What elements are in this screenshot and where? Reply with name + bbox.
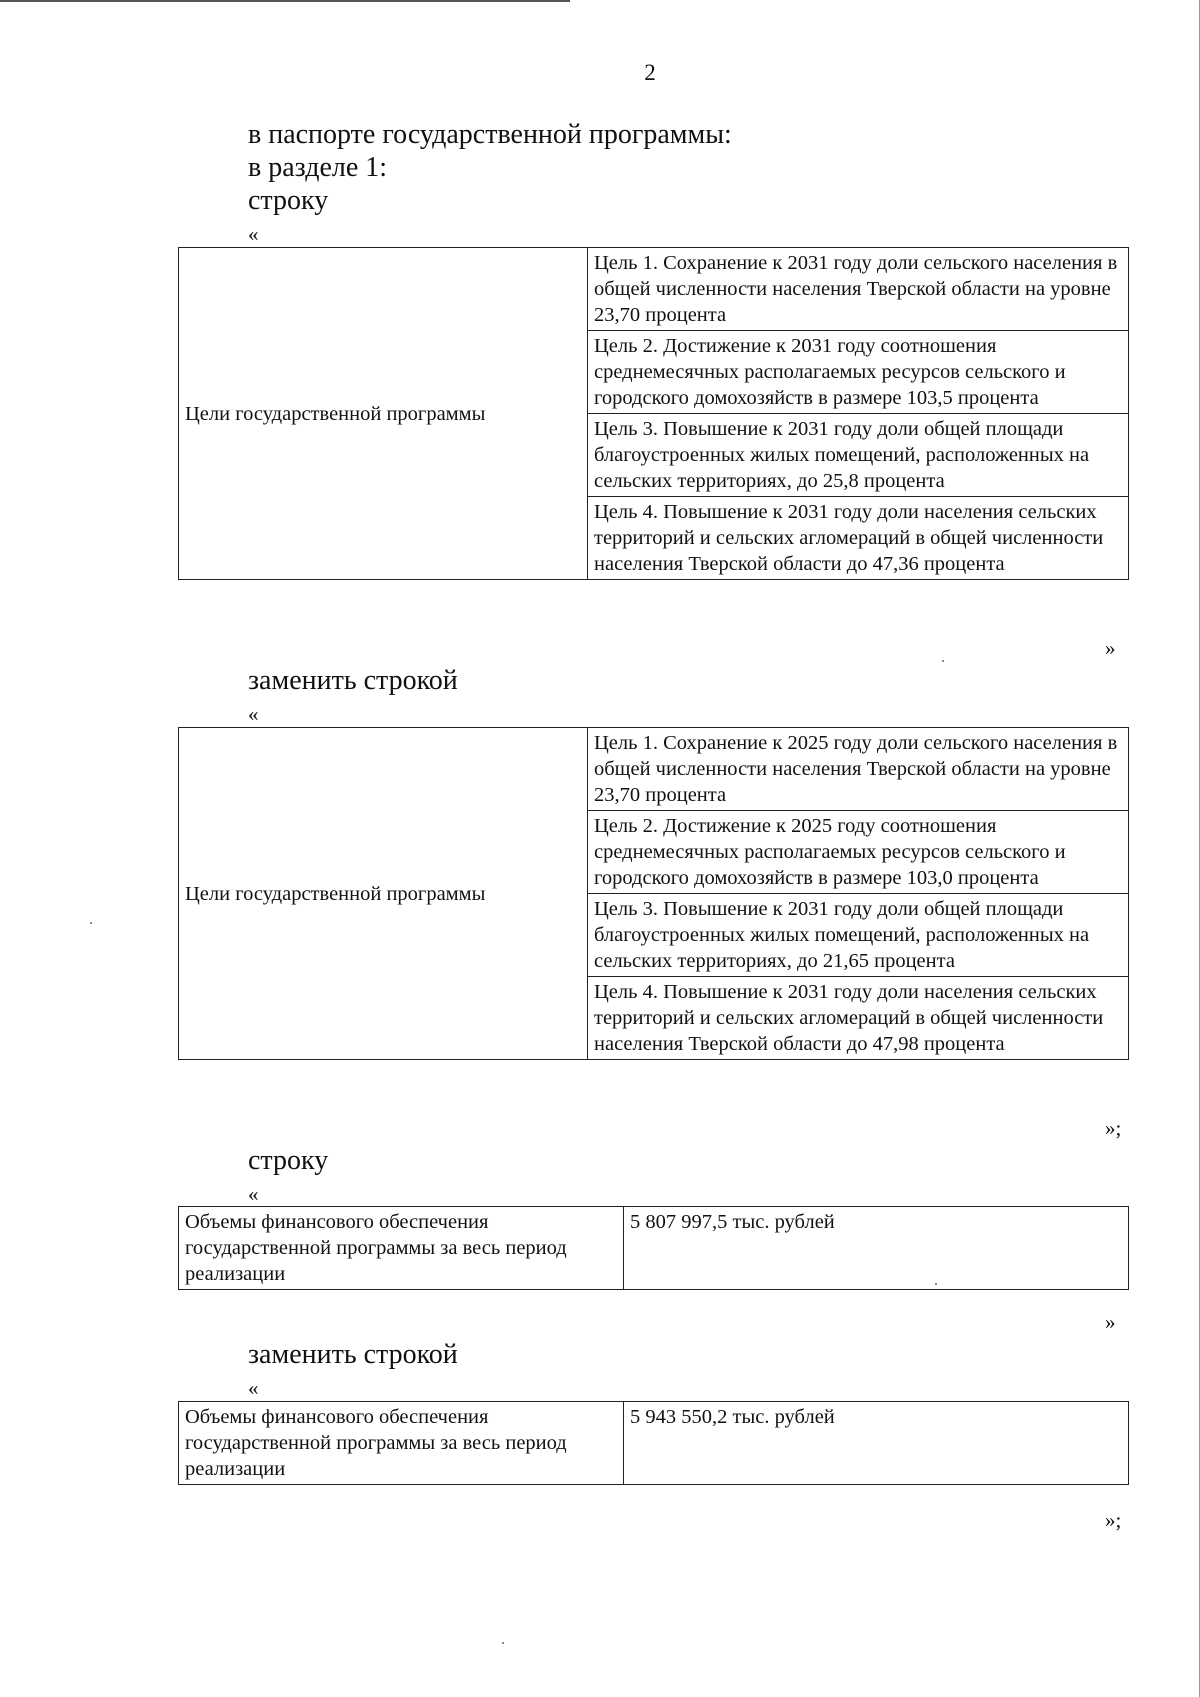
page-number: 2 [644, 60, 656, 85]
goals-label: Цели государственной программы [179, 248, 588, 580]
replace-label-2: заменить строкой [248, 1339, 458, 1370]
intro-line-1: в паспорте государственной программы: [248, 119, 732, 150]
scan-edge-top [0, 0, 570, 2]
close-quote: » [1105, 1310, 1116, 1334]
open-quote: « [248, 702, 259, 726]
finance-table-new [178, 1401, 1129, 1485]
table-row [179, 248, 1129, 331]
goal-2: Цель 2. Достижение к 2025 году соотношения среднемесячных располагаемых ресурсов сельского и городского домохозяйств в размере 103,0 процента [588, 811, 1129, 894]
open-quote: « [248, 222, 259, 246]
finance-label: Объемы финансового обеспечения государственной программы за весь период реализации [179, 1402, 624, 1485]
close-quote-semicolon: »; [1105, 1508, 1122, 1532]
finance-table-old [178, 1206, 1129, 1290]
table-row [179, 1402, 1129, 1485]
goal-3: Цель 3. Повышение к 2031 году доли общей площади благоустроенных жилых помещений, расположенных на сельских территориях, до 21,65 процента [588, 894, 1129, 977]
table-row [179, 1207, 1129, 1290]
intro-line-3: строку [248, 185, 329, 216]
goal-1: Цель 1. Сохранение к 2025 году доли сельского населения в общей численности населения Тверской области на уровне 23,70 процента [588, 728, 1129, 811]
table-row [179, 728, 1129, 811]
row-label: строку [248, 1145, 329, 1176]
goal-2: Цель 2. Достижение к 2031 году соотношения среднемесячных располагаемых ресурсов сельского и городского домохозяйств в размере 103,5 процента [588, 331, 1129, 414]
open-quote: « [248, 1182, 259, 1206]
scan-speck [502, 1642, 504, 1644]
replace-label-1: заменить строкой [248, 665, 458, 696]
scan-speck [90, 922, 92, 924]
scan-speck [942, 660, 944, 662]
finance-value: 5 807 997,5 тыс. рублей [624, 1207, 1129, 1290]
finance-label: Объемы финансового обеспечения государственной программы за весь период реализации [179, 1207, 624, 1290]
close-quote: » [1105, 636, 1116, 660]
goal-4: Цель 4. Повышение к 2031 году доли населения сельских территорий и сельских агломераций в общей численности населения Тверской области до 47,98 процента [588, 977, 1129, 1060]
finance-value: 5 943 550,2 тыс. рублей [624, 1402, 1129, 1485]
intro-line-2: в разделе 1: [248, 152, 388, 183]
goal-4: Цель 4. Повышение к 2031 году доли населения сельских территорий и сельских агломераций в общей численности населения Тверской области до 47,36 процента [588, 497, 1129, 580]
goal-3: Цель 3. Повышение к 2031 году доли общей площади благоустроенных жилых помещений, расположенных на сельских территориях, до 25,8 процента [588, 414, 1129, 497]
goal-1: Цель 1. Сохранение к 2031 году доли сельского населения в общей численности населения Тверской области на уровне 23,70 процента [588, 248, 1129, 331]
goals-table-new [178, 727, 1129, 1060]
scan-speck [935, 1283, 937, 1285]
close-quote-semicolon: »; [1105, 1116, 1122, 1140]
goals-label: Цели государственной программы [179, 728, 588, 1060]
open-quote: « [248, 1376, 259, 1400]
goals-table-old [178, 247, 1129, 580]
